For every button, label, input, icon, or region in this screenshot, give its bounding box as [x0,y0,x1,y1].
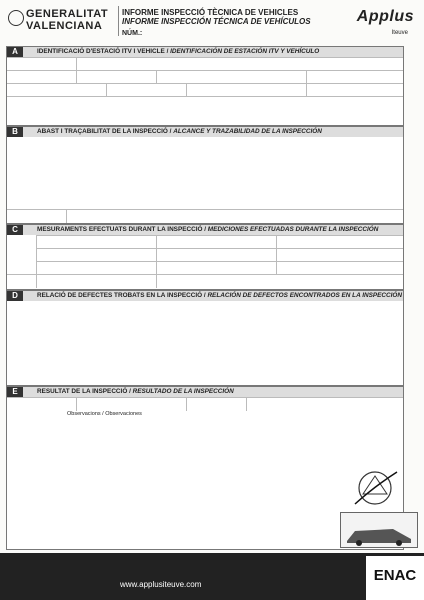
measurement-row [37,248,403,262]
section-d-title: RELACIÓ DE DEFECTES TROBATS EN LA INSPECCIÓ / RELACIÓN DE DEFECTOS ENCONTRADOS EN LA INSPECCIÓN [23,291,403,301]
result-value [77,398,187,411]
enac-logo-text: ENAC [373,567,417,584]
section-a-row-3 [7,83,403,97]
equipment-value [67,210,403,223]
section-c-letter: C [7,225,23,235]
section-c-title: MESURAMENTS EFECTUATS DURANT LA INSPECCIÓ / MEDICIONES EFECTUADAS DURANTE LA INSPECCIÓN [23,225,403,235]
section-b-scope [6,126,404,224]
section-b-equipment-row [7,209,403,223]
measurement-row [7,274,403,288]
measurement-label [7,275,157,288]
section-a-title: IDENTIFICACIÓ D'ESTACIÓ ITV I VEHICLE / IDENTIFICACIÓN DE ESTACIÓN ITV Y VEHÍCULO [23,47,403,57]
generalitat-logo [6,6,119,36]
measurement-value-1 [157,275,403,288]
report-number [122,30,148,38]
result-extra-value [247,398,403,411]
section-d-letter: D [7,291,23,301]
observations-title: Observacions / Observaciones [67,411,142,417]
section-b-title: ABAST I TRAÇABILITAT DE LA INSPECCIÓ / ALCANCE Y TRAZABILIDAD DE LA INSPECCIÓN [23,127,403,137]
section-e-title: RESULTAT DE LA INSPECCIÓ / RESULTADO DE LA INSPECCIÓN [23,387,403,397]
section-e-letter: E [7,387,23,397]
section-a-identification [6,46,404,126]
generalitat-logo-text: GENERALITAT VALENCIANA [26,8,109,32]
generalitat-emblem-icon [8,10,24,26]
footer [0,553,424,600]
result-label [7,398,77,411]
result-row [7,397,403,411]
report-header [6,6,418,46]
inspector-stamp-icon [345,466,405,510]
side-reference [410,300,420,580]
report-number-label: NÚM.: [122,30,143,37]
measurement-row [37,261,403,275]
section-c-measurements [6,224,404,290]
measurement-row [37,235,403,249]
section-a-row-1 [7,57,403,71]
section-d-defects [6,290,404,386]
result-extra-label [187,398,247,411]
report-title-es: INFORME INSPECCIÓN TÉCNICA DE VEHÍCULOS [122,17,311,26]
report-title [122,8,311,26]
footer-url[interactable]: www.applusiteuve.com [120,580,202,589]
enac-logo [366,556,424,600]
section-a-letter: A [7,47,23,57]
report-title-ca: INFORME INSPECCIÓ TÈCNICA DE VEHICLES [122,8,299,17]
vehicle-photo [340,512,418,548]
car-photo-icon [341,521,417,547]
section-b-letter: B [7,127,23,137]
equipment-label [7,210,67,223]
section-a-row-2 [7,70,403,84]
applus-logo: Applus [356,8,414,25]
applus-logo-sub: Iteuve [391,30,408,36]
section-a-row-4 [7,96,403,125]
